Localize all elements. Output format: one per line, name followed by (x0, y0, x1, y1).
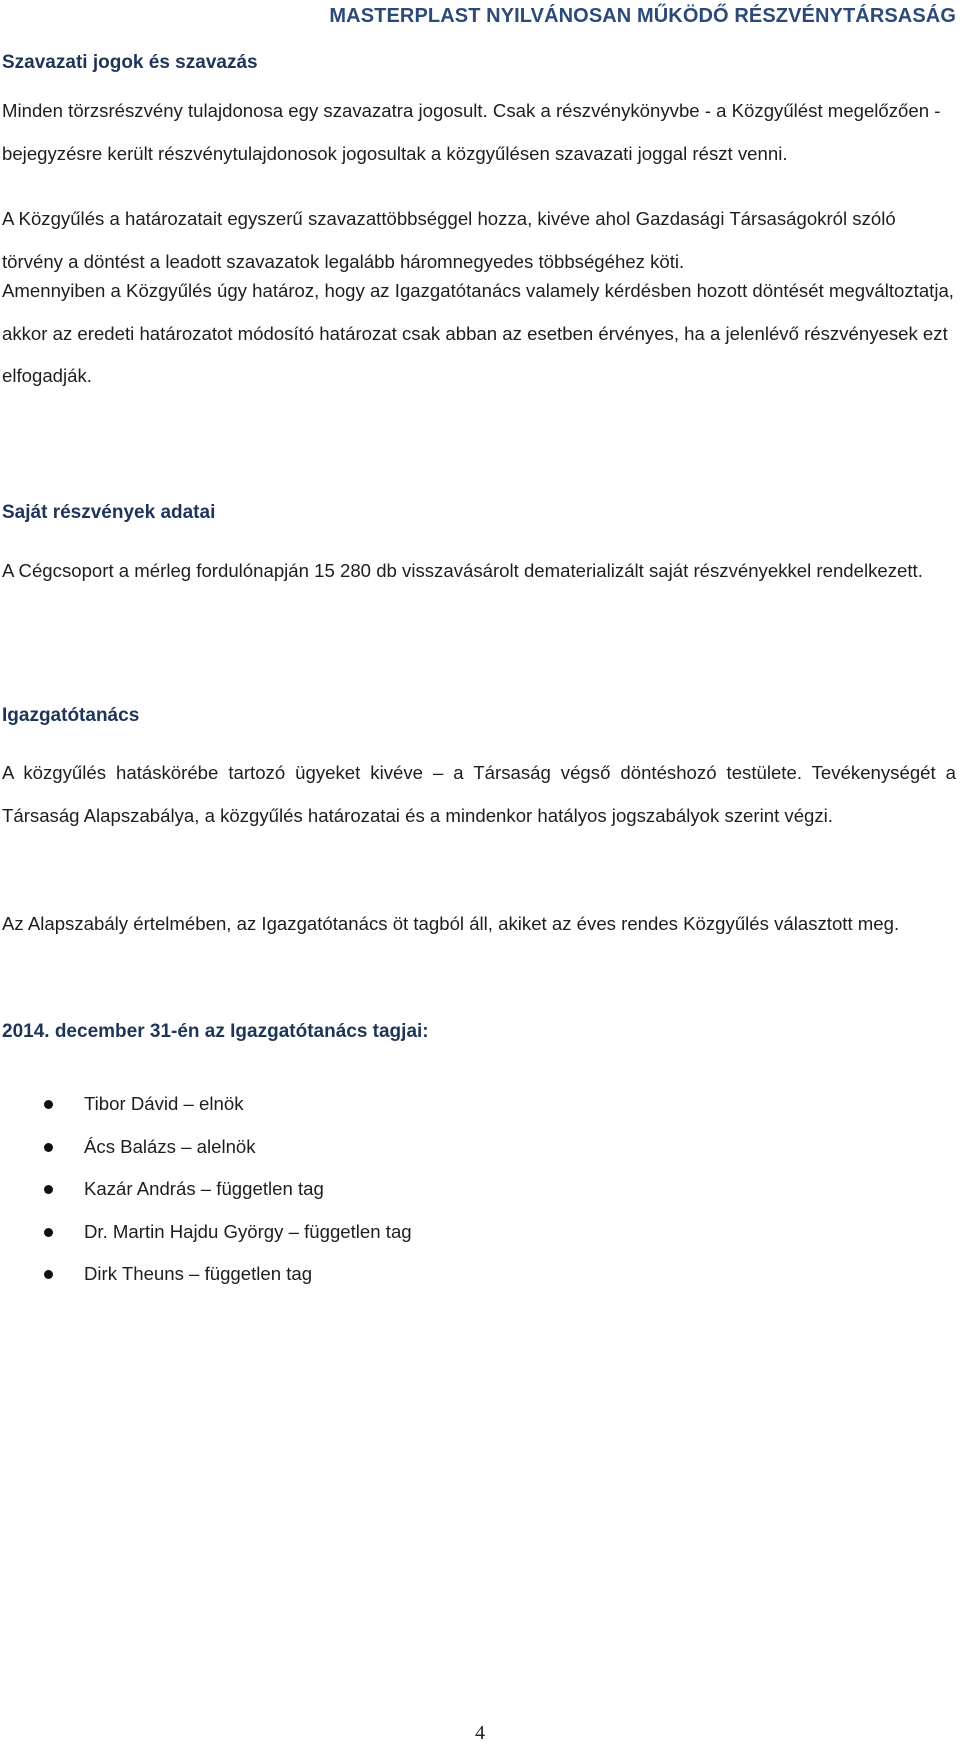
board-members-heading: 2014. december 31-én az Igazgatótanács tagjai: (2, 1021, 429, 1042)
paragraph-board-2: Az Alapszabály értelmében, az Igazgatótanács öt tagból áll, akiket az éves rendes Közgyűlés választott meg. (2, 913, 900, 934)
list-item (2, 1211, 412, 1254)
section-heading-board: Igazgatótanács (2, 705, 140, 726)
board-member-name: Tibor Dávid – elnök (84, 1093, 244, 1114)
board-member-name: Dirk Theuns – független tag (84, 1263, 313, 1284)
list-item (2, 1126, 412, 1169)
paragraph-voting-2: A Közgyűlés a határozatait egyszerű szavazattöbbséggel hozza, kivéve ahol Gazdasági Társaságokról szóló törvény a döntést a leadott szavazatok legalább háromnegyedes többségéhez köti. (2, 208, 896, 272)
bullet-icon (44, 1228, 53, 1237)
list-item (2, 1168, 412, 1211)
paragraph-board-1: A közgyűlés hatáskörébe tartozó ügyeket kivéve – a Társaság végső döntéshozó testülete. Tevékenységét a Társaság Alapszabálya, a közgyűlés határozatai és a mindenkor hatályos jogszabályok szerint végzi. (2, 762, 956, 826)
board-members-list (2, 1083, 412, 1296)
section-heading-own-shares: Saját részvények adatai (2, 502, 216, 523)
page-number: 4 (475, 1722, 485, 1744)
bullet-icon (44, 1100, 53, 1109)
section-heading-voting-rights: Szavazati jogok és szavazás (2, 52, 258, 73)
paragraph-voting-1: Minden törzsrészvény tulajdonosa egy szavazatra jogosult. Csak a részvénykönyvbe - a Közgyűlést megelőzően - bejegyzésre került részvénytulajdonosok jogosultak a közgyűlésen szavazati joggal részt venni. (2, 100, 941, 164)
board-member-name: Dr. Martin Hajdu György – független tag (84, 1220, 412, 1242)
document-header-company-name: MASTERPLAST NYILVÁNOSAN MŰKÖDŐ RÉSZVÉNYTÁRSASÁG (329, 5, 956, 27)
board-member-name: Kazár András – független tag (84, 1178, 324, 1199)
bullet-icon (44, 1185, 53, 1194)
list-item (2, 1253, 412, 1296)
bullet-icon (44, 1143, 53, 1152)
board-member-name: Ács Balázs – alelnök (84, 1135, 256, 1157)
paragraph-voting-3: Amennyiben a Közgyűlés úgy határoz, hogy az Igazgatótanács valamely kérdésben hozott döntését megváltoztatja, akkor az eredeti határozatot módosító határozat csak abban az esetben érvényes, ha a jelenlévő részvényesek ezt elfogadják. (2, 280, 954, 386)
paragraph-own-shares: A Cégcsoport a mérleg fordulónapján 15 280 db visszavásárolt dematerializált saját részvényekkel rendelkezett. (2, 560, 923, 581)
list-item (2, 1083, 412, 1126)
bullet-icon (44, 1270, 53, 1279)
